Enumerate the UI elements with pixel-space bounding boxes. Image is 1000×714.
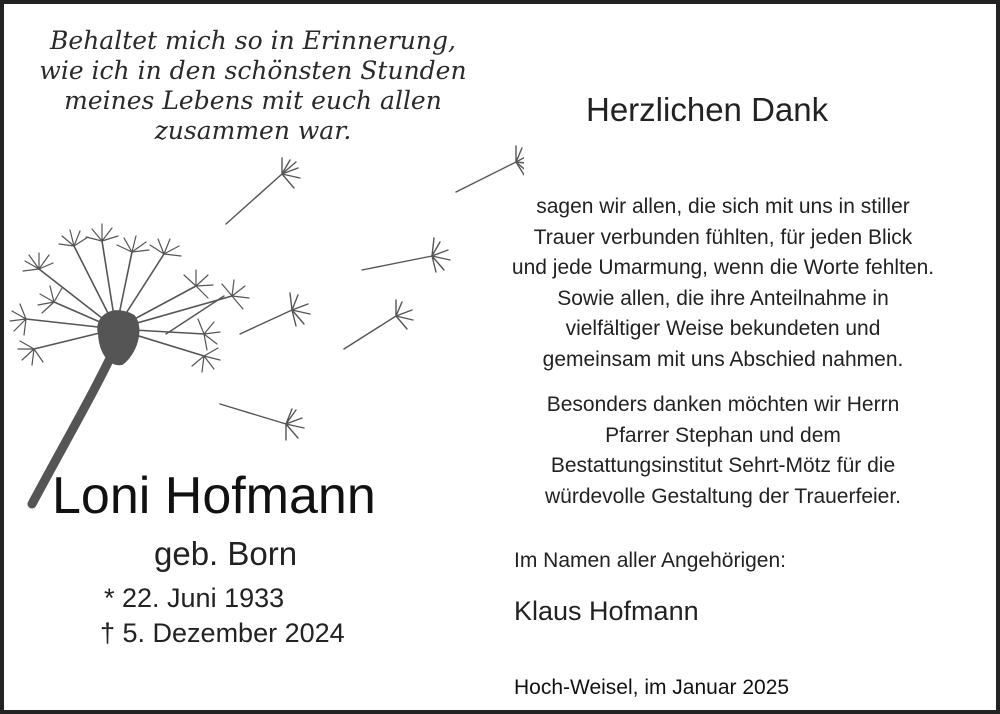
death-date: † 5. Dezember 2024 (100, 618, 345, 648)
deceased-name: Loni Hofmann (52, 467, 376, 525)
poem-line: Behaltet mich so in Erinnerung, (50, 26, 456, 55)
poem-line: wie ich in den schönsten Stunden (39, 56, 467, 85)
thanks-body-line: und jede Umarmung, wenn die Worte fehlten. (511, 256, 935, 279)
special-thanks-line: Pfarrer Stephan und dem (605, 423, 841, 447)
thanks-body-line: Sowie allen, die ihre Anteilnahme in (557, 286, 889, 310)
thanks-body-line: vielfältiger Weise bekundeten und (565, 317, 881, 340)
poem-line: zusammen war. (154, 116, 352, 145)
special-thanks-line: würdevolle Gestaltung der Trauerfeier. (544, 484, 902, 508)
birth-date: * 22. Juni 1933 (104, 583, 285, 613)
special-thanks-line: Bestattungsinstitut Sehrt-Mötz für die (550, 454, 896, 477)
thanks-body-line: gemeinsam mit uns Abschied nahmen. (542, 347, 904, 371)
special-thanks-line: Besonders danken möchten wir Herrn (546, 393, 900, 416)
thanks-body-line: sagen wir allen, die sich mit uns in stiller (536, 195, 910, 218)
thanks-body-line: Trauer verbunden fühlten, für jeden Blick (533, 225, 913, 249)
family-label: Im Namen aller Angehörigen: (514, 549, 786, 572)
maiden-name: geb. Born (154, 535, 298, 572)
poem-line: meines Lebens mit euch allen (64, 86, 442, 115)
special-thanks (468, 390, 978, 512)
dandelion-illustration (4, 124, 524, 524)
signer-name: Klaus Hofmann (514, 596, 699, 626)
thanks-heading: Herzlichen Dank (586, 91, 829, 128)
thanks-body (468, 192, 978, 375)
place-date: Hoch-Weisel, im Januar 2025 (514, 676, 790, 699)
